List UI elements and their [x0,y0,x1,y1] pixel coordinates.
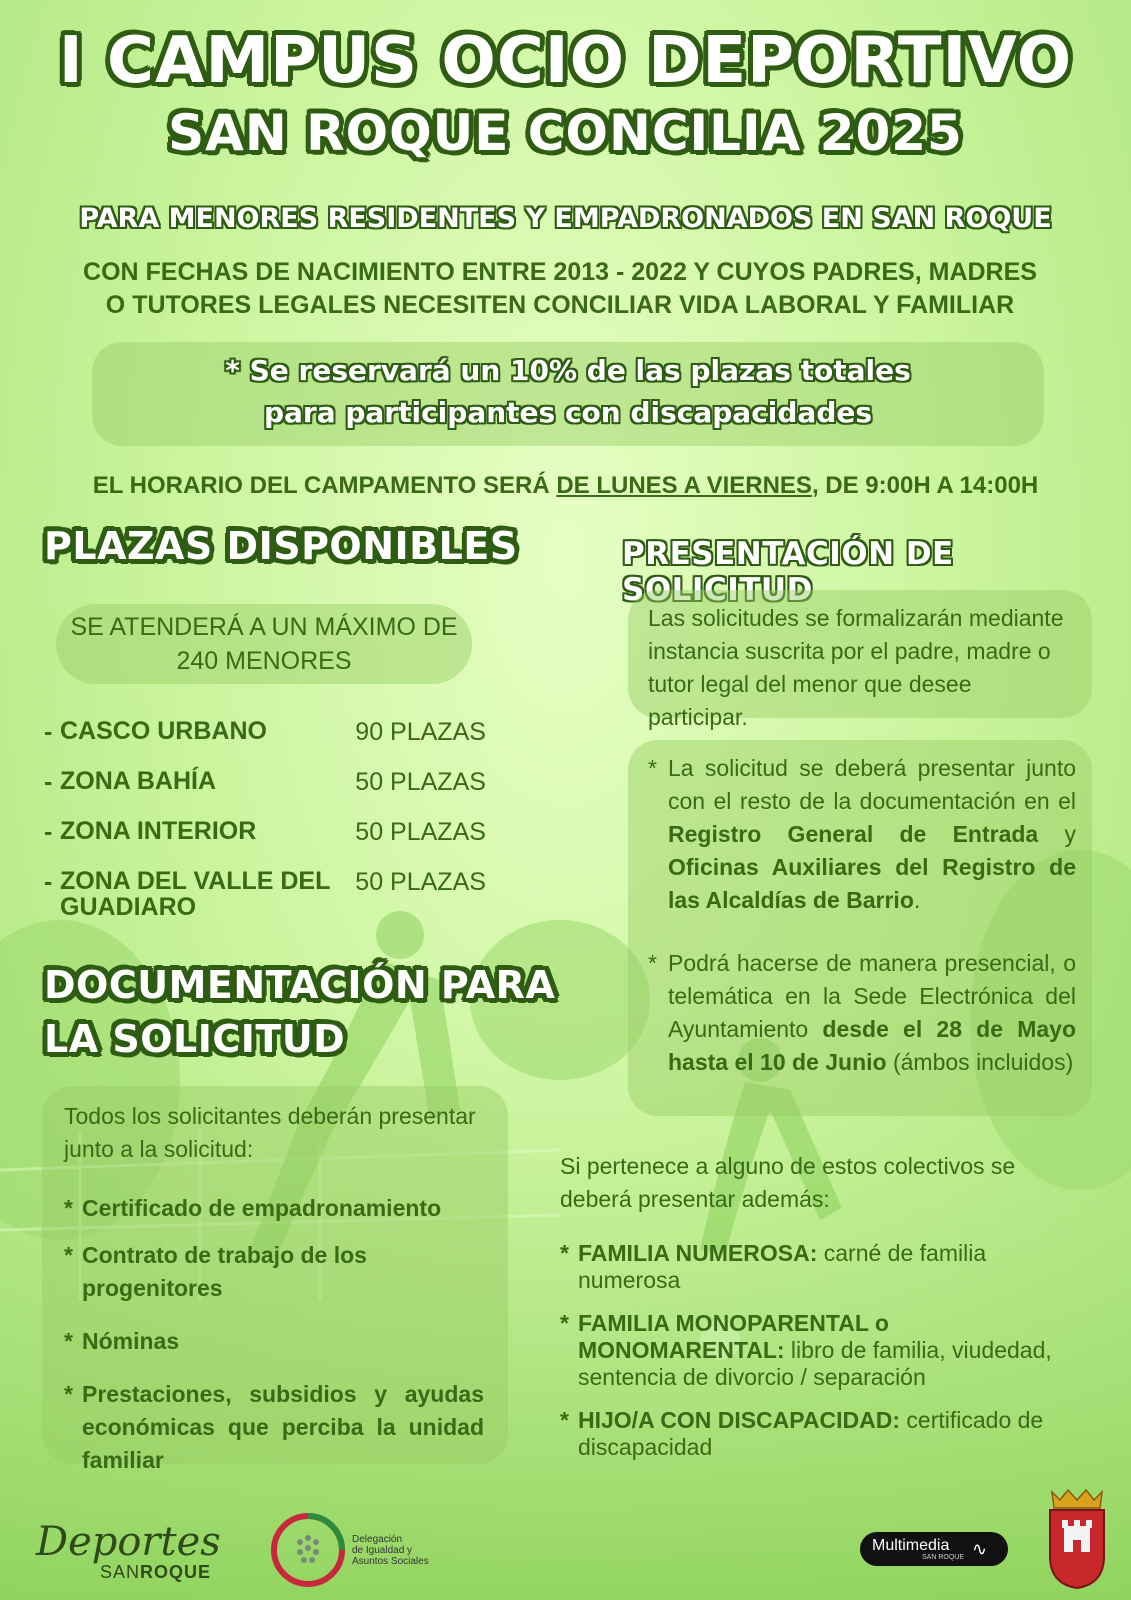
main-subtitle: SAN ROQUE CONCILIA 2025 [168,104,963,162]
list-item [560,1240,1082,1294]
doc-item-text: Contrato de trabajo de los progenitores [82,1242,367,1301]
igualdad-line-3: Asuntos Sociales [352,1555,429,1567]
reserve-line-2: para participantes con discapacidades [263,396,873,429]
zone-dash: - [44,868,53,896]
deportes-script: Deportes [36,1519,221,1565]
registry-text: La solicitud se deberá presentar junto con el resto de la documentación en el [668,755,1076,814]
list-item [560,1310,1082,1391]
zone-dash: - [44,718,53,746]
documentacion-title-line-2: LA SOLICITUD [44,1017,346,1061]
list-item [64,1378,484,1477]
list-item [560,1407,1082,1461]
san-roque-shield-icon [1044,1486,1110,1590]
documentacion-intro: Todos los solicitantes deberán presentar junto a la solicitud: [64,1103,476,1162]
max-capacity-line-2: 240 MENORES [176,647,352,675]
zone-places: 50 PLAZAS [355,768,486,796]
eligibility-line-1: CON FECHAS DE NACIMIENTO ENTRE 2013 - 2022 Y CUYOS PADRES, MADRES [83,258,1037,286]
application-dates: desde el 28 de Mayo hasta el 10 de Junio [668,1016,1076,1075]
list-item [64,1192,484,1225]
registry-paragraph [648,752,1076,917]
reserve-text [92,350,1044,434]
colectivo-label: FAMILIA MONOPARENTAL o MONOMARENTAL: [578,1310,889,1363]
zone-row [44,718,504,747]
schedule-days: DE LUNES A VIERNES [556,472,812,499]
zone-places: 50 PLAZAS [355,818,486,846]
main-title: I CAMPUS OCIO DEPORTIVO [58,24,1073,98]
multimedia-sub: SAN ROQUE [922,1553,965,1561]
asterisk: * [648,950,657,976]
presentacion-title: PRESENTACIÓN DE SOLICITUD [622,536,954,608]
eligibility-text [60,256,1060,322]
zone-name: ZONA INTERIOR [60,817,257,845]
zone-row [44,818,504,847]
documentacion-title-line-1: DOCUMENTACIÓN PARA [44,963,556,1007]
documentacion-list [64,1100,484,1477]
zone-places: 90 PLAZAS [355,718,486,746]
registry-general: Registro General de Entrada [668,821,1039,847]
igualdad-emblem-icon [270,1512,346,1588]
zone-dash: - [44,768,53,796]
reserve-line-1: * Se reservará un 10% de las plazas totales [225,354,911,387]
colectivos-section [560,1150,1082,1461]
max-capacity-line-1: SE ATENDERÁ A UN MÁXIMO DE [70,613,458,641]
deportes-san-roque-logo [36,1519,221,1583]
asterisk: * [64,1328,73,1354]
doc-item-text: Nóminas [82,1328,180,1354]
plazas-title: PLAZAS DISPONIBLES [44,524,518,568]
doc-item-text: Prestaciones, subsidios y ayudas económicas que perciba la unidad familiar [82,1381,484,1473]
igualdad-line-1: Delegación [352,1533,403,1545]
zone-name: ZONA BAHÍA [60,767,217,795]
dates-paragraph [648,947,1076,1079]
zone-name: ZONA DEL VALLE DEL GUADIARO [60,867,330,921]
multimedia-mark-icon: ∿ [972,1538,988,1559]
colectivo-label: FAMILIA NUMEROSA: [578,1240,818,1266]
colectivos-intro: Si pertenece a alguno de estos colectivos se deberá presentar además: [560,1153,1016,1212]
zone-row [44,768,504,797]
max-capacity-text [56,610,472,678]
multimedia-logo [860,1532,1008,1566]
target-audience: PARA MENORES RESIDENTES Y EMPADRONADOS EN SAN ROQUE [79,203,1052,234]
asterisk: * [64,1242,73,1268]
asterisk: * [648,755,657,781]
presentacion-details [648,752,1076,1079]
presentacion-intro: Las solicitudes se formalizarán mediante instancia suscrita por el padre, madre o tutor legal del menor que desee participar. [648,605,1064,730]
colectivo-text: libro de familia, viudedad, sentencia de divorcio / separación [578,1337,1052,1390]
zone-places: 50 PLAZAS [355,868,486,896]
registry-conjunction: y [1038,821,1077,847]
doc-item-text: Certificado de empadronamiento [82,1195,442,1221]
schedule-text [0,472,1131,500]
dates-text: Podrá hacerse de manera presencial, o telemática en la Sede Electrónica del Ayuntamiento [668,950,1076,1042]
asterisk: * [64,1195,73,1221]
schedule-prefix: EL HORARIO DEL CAMPAMENTO SERÁ [92,472,557,499]
schedule-hours: , DE 9:00H A 14:00H [811,472,1039,499]
deportes-san: SAN [100,1562,141,1582]
asterisk: * [560,1240,569,1266]
zone-name: CASCO URBANO [60,717,267,745]
dates-note: (ámbos incluidos) [886,1049,1074,1075]
list-item [64,1325,484,1358]
colectivo-label: HIJO/A CON DISCAPACIDAD: [578,1407,901,1433]
list-item [64,1239,484,1305]
igualdad-line-2: de Igualdad y [352,1544,413,1556]
asterisk: * [560,1407,569,1433]
asterisk: * [64,1381,73,1407]
colectivo-text: certificado de discapacidad [578,1407,1044,1460]
asterisk: * [560,1310,569,1336]
registry-offices: Oficinas Auxiliares del Registro de las Alcaldías de Barrio [668,854,1076,913]
igualdad-logo [270,1512,429,1588]
documentacion-title [44,958,555,1066]
colectivo-text: carné de familia numerosa [578,1240,987,1293]
zone-row [44,868,504,920]
eligibility-line-2: O TUTORES LEGALES NECESITEN CONCILIAR VIDA LABORAL Y FAMILIAR [105,291,1015,319]
registry-period: . [913,887,921,913]
zone-dash: - [44,818,53,846]
multimedia-text: Multimedia [872,1536,950,1554]
deportes-roque: ROQUE [140,1562,212,1582]
